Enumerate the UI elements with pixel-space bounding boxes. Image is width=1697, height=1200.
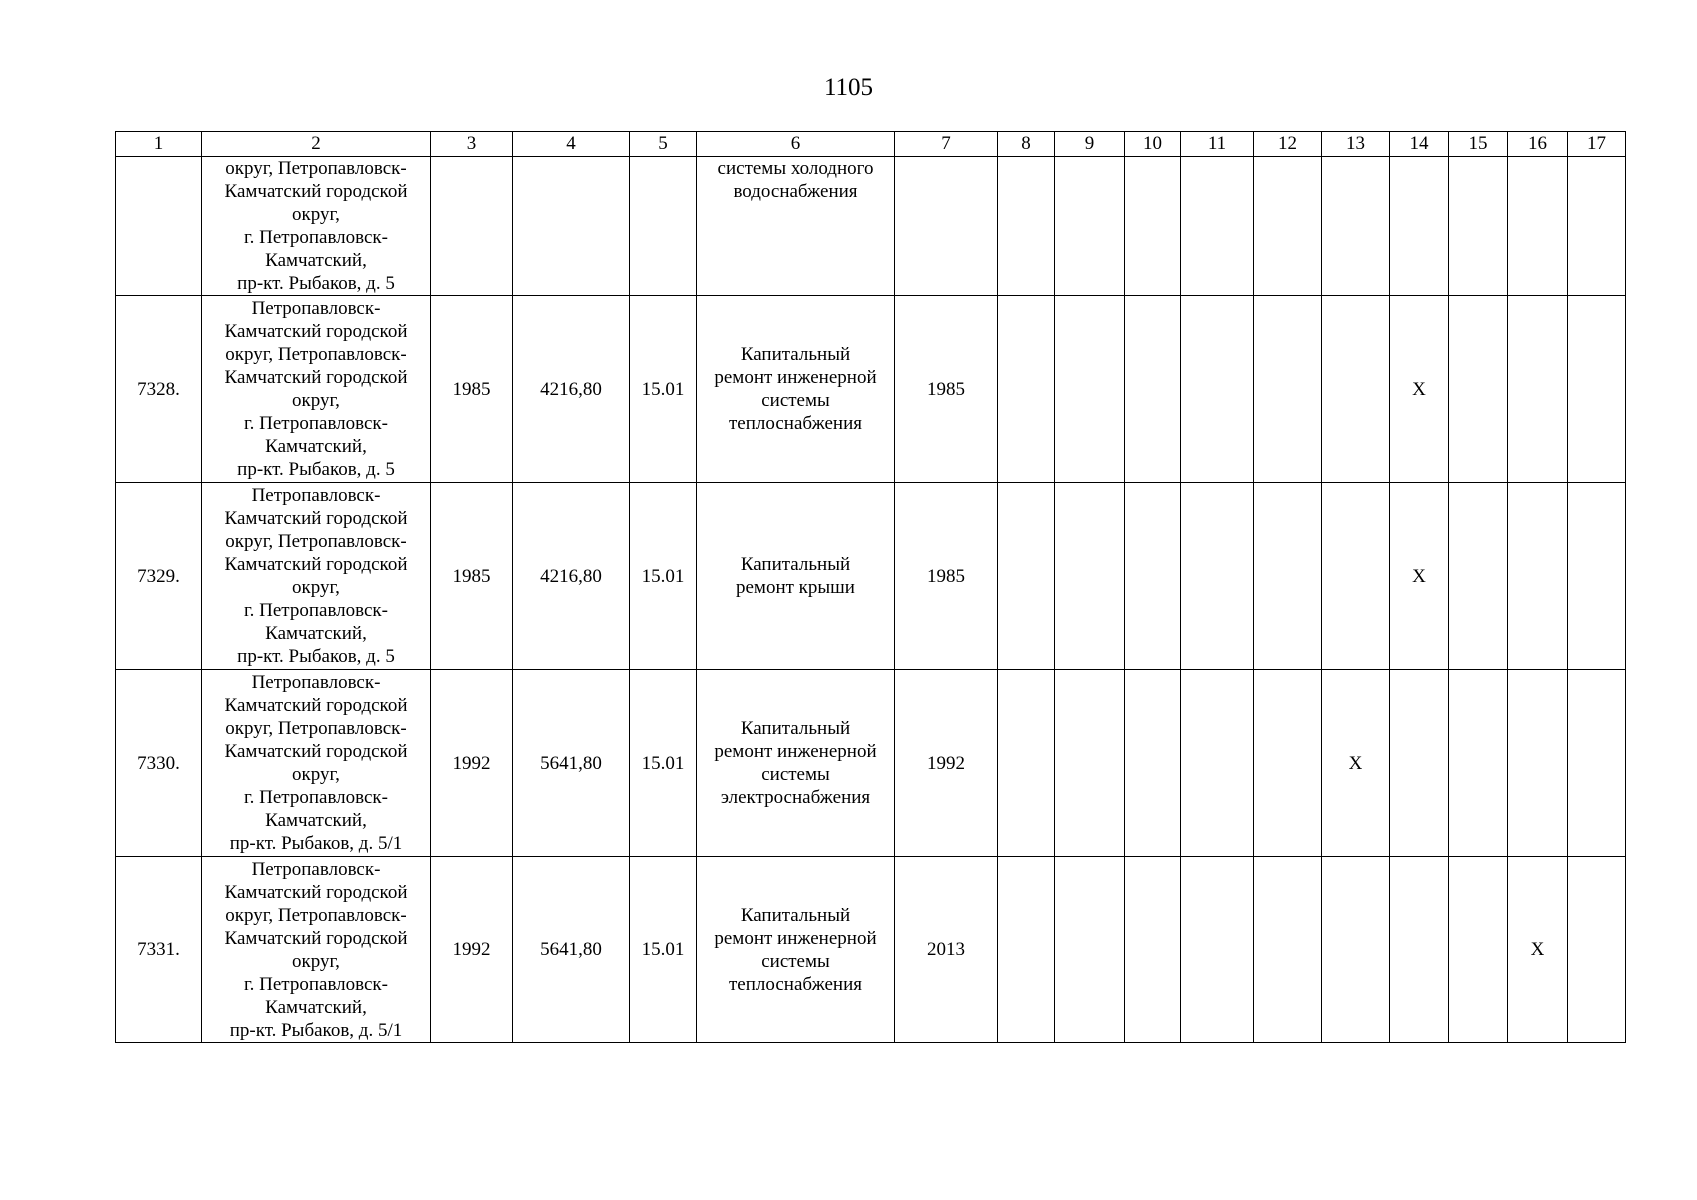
mark-cell xyxy=(1125,483,1181,670)
mark-cell xyxy=(1322,857,1390,1043)
mark-cell xyxy=(1390,157,1449,296)
mark-cell xyxy=(1254,296,1322,483)
area-cell: 4216,80 xyxy=(513,296,630,483)
mark-cell xyxy=(1181,296,1254,483)
code-cell xyxy=(630,157,697,296)
year-cell: 1985 xyxy=(431,483,513,670)
mark-cell: X xyxy=(1322,670,1390,857)
column-header: 15 xyxy=(1449,132,1508,157)
column-header: 14 xyxy=(1390,132,1449,157)
mark-cell xyxy=(1390,670,1449,857)
mark-cell xyxy=(1322,483,1390,670)
mark-cell xyxy=(1449,857,1508,1043)
area-cell xyxy=(513,157,630,296)
column-header: 9 xyxy=(1055,132,1125,157)
row-number-cell xyxy=(116,157,202,296)
mark-cell xyxy=(1125,857,1181,1043)
work-description-cell: Капитальный ремонт крыши xyxy=(697,483,895,670)
row-number-cell: 7331. xyxy=(116,857,202,1043)
mark-cell xyxy=(1181,857,1254,1043)
column-header: 17 xyxy=(1568,132,1626,157)
year-cell xyxy=(431,157,513,296)
work-description-cell: Капитальный ремонт инженерной системы теплоснабжения xyxy=(697,296,895,483)
mark-cell: X xyxy=(1390,483,1449,670)
column-header: 13 xyxy=(1322,132,1390,157)
mark-cell xyxy=(1181,157,1254,296)
last-repair-year-cell: 2013 xyxy=(895,857,998,1043)
mark-cell xyxy=(1508,670,1568,857)
mark-cell xyxy=(1568,857,1626,1043)
table-row xyxy=(116,857,1626,1043)
work-description-cell: Капитальный ремонт инженерной системы электроснабжения xyxy=(697,670,895,857)
code-cell: 15.01 xyxy=(630,296,697,483)
mark-cell xyxy=(1055,670,1125,857)
mark-cell xyxy=(1449,483,1508,670)
mark-cell xyxy=(1254,857,1322,1043)
mark-cell xyxy=(998,483,1055,670)
column-header: 4 xyxy=(513,132,630,157)
area-cell: 5641,80 xyxy=(513,857,630,1043)
mark-cell xyxy=(998,157,1055,296)
mark-cell xyxy=(1055,483,1125,670)
mark-cell xyxy=(1568,157,1626,296)
mark-cell xyxy=(1254,670,1322,857)
column-header: 12 xyxy=(1254,132,1322,157)
column-header: 11 xyxy=(1181,132,1254,157)
column-header: 5 xyxy=(630,132,697,157)
mark-cell xyxy=(1254,483,1322,670)
mark-cell xyxy=(1181,670,1254,857)
column-header: 1 xyxy=(116,132,202,157)
mark-cell xyxy=(1449,670,1508,857)
mark-cell: X xyxy=(1508,857,1568,1043)
table-row xyxy=(116,296,1626,483)
column-number-row xyxy=(116,132,1626,157)
mark-cell xyxy=(1125,157,1181,296)
year-cell: 1992 xyxy=(431,857,513,1043)
mark-cell xyxy=(998,857,1055,1043)
row-number-cell: 7328. xyxy=(116,296,202,483)
mark-cell xyxy=(1449,157,1508,296)
mark-cell xyxy=(998,296,1055,483)
mark-cell xyxy=(1449,296,1508,483)
area-cell: 4216,80 xyxy=(513,483,630,670)
code-cell: 15.01 xyxy=(630,483,697,670)
mark-cell xyxy=(1508,483,1568,670)
row-number-cell: 7330. xyxy=(116,670,202,857)
address-cell: округ, Петропавловск- Камчатский городской округ, г. Петропавловск- Камчатский, пр-кт. Рыбаков, д. 5 xyxy=(202,157,431,296)
address-cell: Петропавловск- Камчатский городской округ, Петропавловск- Камчатский городской округ, г. Петропавловск- Камчатский, пр-кт. Рыбаков, д. 5/1 xyxy=(202,670,431,857)
table-row xyxy=(116,483,1626,670)
mark-cell xyxy=(1568,483,1626,670)
last-repair-year-cell: 1992 xyxy=(895,670,998,857)
column-header: 10 xyxy=(1125,132,1181,157)
address-cell: Петропавловск- Камчатский городской округ, Петропавловск- Камчатский городской округ, г. Петропавловск- Камчатский, пр-кт. Рыбаков, д. 5 xyxy=(202,483,431,670)
mark-cell xyxy=(1322,296,1390,483)
address-cell: Петропавловск- Камчатский городской округ, Петропавловск- Камчатский городской округ, г. Петропавловск- Камчатский, пр-кт. Рыбаков, д. 5/1 xyxy=(202,857,431,1043)
mark-cell xyxy=(1322,157,1390,296)
mark-cell: X xyxy=(1390,296,1449,483)
table-row xyxy=(116,670,1626,857)
year-cell: 1992 xyxy=(431,670,513,857)
mark-cell xyxy=(1254,157,1322,296)
mark-cell xyxy=(1125,670,1181,857)
last-repair-year-cell: 1985 xyxy=(895,483,998,670)
continuation-row xyxy=(116,157,1626,296)
mark-cell xyxy=(1568,296,1626,483)
register-table xyxy=(115,131,1626,1043)
mark-cell xyxy=(1055,857,1125,1043)
mark-cell xyxy=(998,670,1055,857)
mark-cell xyxy=(1181,483,1254,670)
column-header: 2 xyxy=(202,132,431,157)
year-cell: 1985 xyxy=(431,296,513,483)
work-description-cell: системы холодного водоснабжения xyxy=(697,157,895,296)
code-cell: 15.01 xyxy=(630,670,697,857)
row-number-cell: 7329. xyxy=(116,483,202,670)
mark-cell xyxy=(1508,157,1568,296)
page-number: 1105 xyxy=(823,74,874,101)
column-header: 6 xyxy=(697,132,895,157)
column-header: 7 xyxy=(895,132,998,157)
mark-cell xyxy=(1508,296,1568,483)
last-repair-year-cell: 1985 xyxy=(895,296,998,483)
code-cell: 15.01 xyxy=(630,857,697,1043)
address-cell: Петропавловск- Камчатский городской округ, Петропавловск- Камчатский городской округ, г. Петропавловск- Камчатский, пр-кт. Рыбаков, д. 5 xyxy=(202,296,431,483)
mark-cell xyxy=(1568,670,1626,857)
last-repair-year-cell xyxy=(895,157,998,296)
mark-cell xyxy=(1055,296,1125,483)
area-cell: 5641,80 xyxy=(513,670,630,857)
mark-cell xyxy=(1125,296,1181,483)
column-header: 8 xyxy=(998,132,1055,157)
mark-cell xyxy=(1055,157,1125,296)
work-description-cell: Капитальный ремонт инженерной системы теплоснабжения xyxy=(697,857,895,1043)
mark-cell xyxy=(1390,857,1449,1043)
column-header: 16 xyxy=(1508,132,1568,157)
column-header: 3 xyxy=(431,132,513,157)
